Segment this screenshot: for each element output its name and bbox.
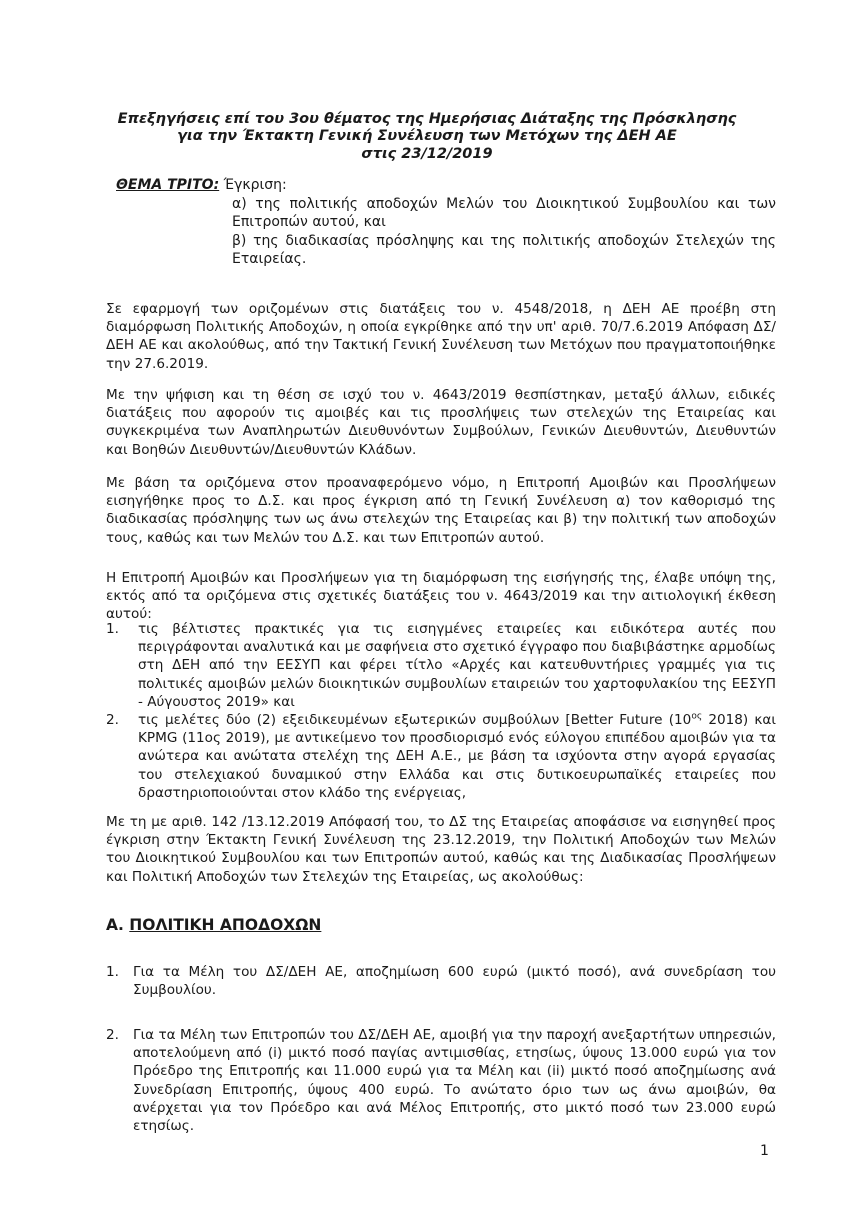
section-a-item-text: Για τα Μέλη των Επιτροπών του ΔΣ/ΔΕΗ ΑΕ, αμοιβή για την παροχή ανεξαρτήτων υπηρεσιών, αποτελούμενη από (i) μικτό ποσό παγίας αντιμισθίας, ετησίως, ύψους 13.000 ευρώ για τον Πρόεδρο της Επιτροπής και 11.000 ευρώ για τα Μέλη και (ii) μικτό ποσό αποζημίωσης ανά Συνεδρίαση Επιτροπής, ύψους 400 ευρώ. Το ανώτατο όριο των ως άνω αμοιβών, θα ανέρχεται για τον Πρόεδρο και ανά Μέλος Επιτροπής, στο μικτό ποσό των 23.000 ευρώ ετησίως. bbox=[133, 1027, 776, 1135]
list-item-text-end: 2018) και KPMG (11ος 2019), με αντικείμενο τον προσδιορισμό ενός εύλογου επιπέδου αμοιβών για τα ανώτερα και ανώτατα στελέχη της ΔΕΗ Α.Ε., με βάση τα ισχύοντα στην αγορά εργασίας του στελεχιακού δυναμικού στην Ελλάδα και στις δυτικοευρωπαϊκές εταιρείες που δραστηριοποιούνται στον κλάδο της ενέργειας, bbox=[138, 712, 776, 801]
list-item bbox=[106, 711, 776, 802]
section-a-heading bbox=[106, 916, 321, 934]
list-item-text: τις βέλτιστες πρακτικές για τις εισηγμένες εταιρείες και ειδικότερα αυτές που περιγράφονται αναλυτικά και με σαφήνεια στο σχετικό έγγραφο που διαβιβάστηκε αρμοδίως στη ΔΕΗ από την ΕΕΣΥΠ και φέρει τίτλο «Αρχές και κατευθυντήριες γραμμές για τις πολιτικές αμοιβών μελών διοικητικών συμβουλίων εταιρειών του χαρτοφυλακίου της ΕΕΣΥΠ - Αύγουστος 2019» και bbox=[138, 621, 776, 710]
paragraph-1: Σε εφαρμογή των οριζομένων στις διατάξεις του ν. 4548/2018, η ΔΕΗ ΑΕ προέβη στη διαμόρφωση Πολιτικής Αποδοχών, η οποία εγκρίθηκε από την υπ' αριθ. 70/7.6.2019 Απόφαση ΔΣ/ΔΕΗ ΑΕ και ακολούθως, από την Τακτική Γενική Συνέλευση των Μετόχων που πραγματοποιήθηκε την 27.6.2019. bbox=[106, 301, 776, 372]
paragraph-4: Η Επιτροπή Αμοιβών και Προσλήψεων για τη διαμόρφωση της εισήγησής της, έλαβε υπόψη της, εκτός από τα οριζόμενα στις σχετικές διατάξεις του ν. 4643/2019 και την αιτιολογική έκθεση αυτού: bbox=[106, 570, 776, 623]
list-item-text-start: τις μελέτες δύο (2) εξειδικευμένων εξωτερικών συμβούλων [Better Future (10 bbox=[138, 712, 692, 729]
section-a-item-number: 2. bbox=[106, 1027, 119, 1043]
section-a-item-number: 1. bbox=[106, 964, 119, 980]
theme-label: ΘΕΜΑ ΤΡΙΤΟ: bbox=[116, 177, 220, 193]
document-title-line-3: στις 23/12/2019 bbox=[361, 146, 493, 162]
section-a-item bbox=[106, 1026, 776, 1135]
superscript-ordinal: ος bbox=[691, 711, 703, 722]
section-a-item bbox=[106, 963, 776, 999]
theme-intro: Έγκριση: bbox=[219, 177, 287, 193]
section-a-item-text: Για τα Μέλη του ΔΣ/ΔΕΗ ΑΕ, αποζημίωση 600 ευρώ (μικτό ποσό), ανά συνεδρίαση του Συμβουλίου. bbox=[133, 964, 776, 999]
list-item-number: 2. bbox=[106, 712, 119, 729]
list-item bbox=[106, 620, 776, 711]
section-a-prefix: Α. bbox=[106, 916, 124, 934]
paragraph-5: Με τη με αριθ. 142 /13.12.2019 Απόφασή του, το ΔΣ της Εταιρείας αποφάσισε να εισηγηθεί προς έγκριση στην Έκτακτη Γενική Συνέλευση της 23.12.2019, την Πολιτική Αποδοχών των Μελών του Διοικητικού Συμβουλίου και των Επιτροπών αυτού, καθώς και της Διαδικασίας Προσλήψεων και Πολιτική Αποδοχών των Στελεχών της Εταιρείας, ως ακολούθως: bbox=[106, 814, 776, 885]
theme-item-b: β) της διαδικασίας πρόσληψης και της πολιτικής αποδοχών Στελεχών της Εταιρείας. bbox=[232, 233, 776, 267]
document-title-line-1: Επεξηγήσεις επί του 3ου θέματος της Ημερήσιας Διάταξης της Πρόσκλησης bbox=[117, 111, 737, 127]
section-a-title: ΠΟΛΙΤΙΚΗ ΑΠΟΔΟΧΩΝ bbox=[129, 916, 322, 934]
document-title-line-2: για την Έκτακτη Γενική Συνέλευση των Μετόχων της ΔΕΗ ΑΕ bbox=[177, 128, 677, 144]
page-number: 1 bbox=[760, 1143, 769, 1159]
paragraph-3: Με βάση τα οριζόμενα στον προαναφερόμενο νόμο, η Επιτροπή Αμοιβών και Προσλήψεων εισηγήθηκε προς το Δ.Σ. και προς έγκριση από τη Γενική Συνέλευση α) τον καθορισμό της διαδικασίας πρόσληψης των ως άνω στελεχών της Εταιρείας και β) την πολιτική των αποδοχών τους, καθώς και των Μελών του Δ.Σ. και των Επιτροπών αυτού. bbox=[106, 475, 776, 546]
theme-heading bbox=[116, 177, 287, 193]
list-item-number: 1. bbox=[106, 621, 119, 637]
paragraph-2: Με την ψήφιση και τη θέση σε ισχύ του ν. 4643/2019 θεσπίστηκαν, μεταξύ άλλων, ειδικές διατάξεις που αφορούν τις αμοιβές και τις προσλήψεις των στελεχών της Εταιρείας και συγκεκριμένα των Αναπληρωτών Διευθυνόντων Συμβούλων, Γενικών Διευθυντών, Διευθυντών και Βοηθών Διευθυντών/Διευθυντών Κλάδων. bbox=[106, 387, 776, 458]
considerations-list bbox=[106, 620, 776, 802]
theme-item-a: α) της πολιτικής αποδοχών Μελών του Διοικητικού Συμβουλίου και των Επιτροπών αυτού, και bbox=[232, 196, 776, 230]
